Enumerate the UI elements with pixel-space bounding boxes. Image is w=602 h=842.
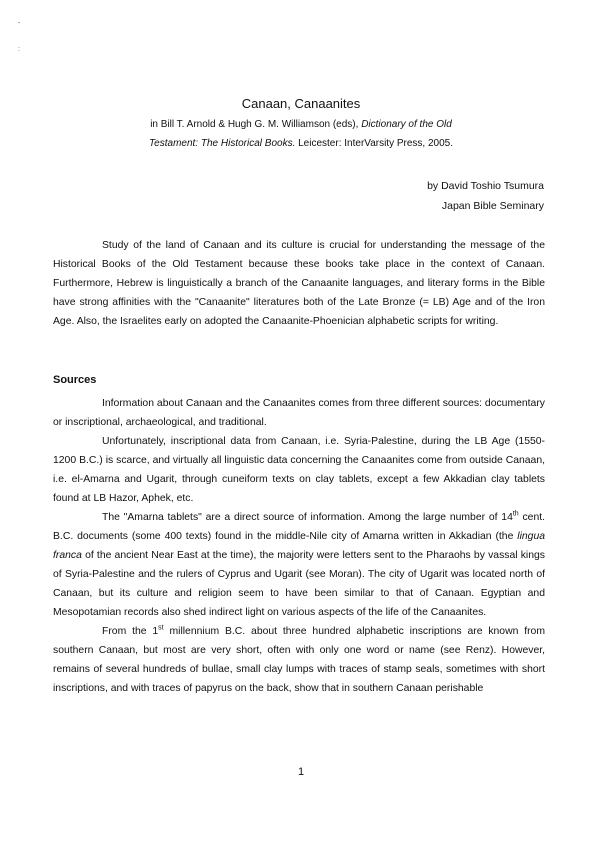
sources-heading: Sources	[53, 374, 97, 386]
p3-text-a: The "Amarna tablets" are a direct source of information. Among the large number of 14	[102, 512, 513, 523]
citation-line-2	[0, 138, 602, 149]
sources-paragraph-3	[53, 508, 545, 622]
p4-text-a: From the 1	[102, 626, 159, 637]
citation-prefix: in Bill T. Arnold & Hugh G. M. Williamson (eds),	[150, 119, 359, 130]
sources-section	[53, 394, 545, 698]
p4-superscript: st	[158, 624, 164, 632]
p3-text-b: cent. B.C. documents (some 400 texts) found in the middle-Nile city of Amarna written in Akkadian (the	[53, 512, 546, 542]
page-number: 1	[297, 766, 305, 778]
scan-mark: -	[18, 20, 21, 27]
intro-paragraph: Study of the land of Canaan and its culture is crucial for understanding the message of the Historical Books of the Old Testament because these books take place in the context of Canaan. Furthermore, Hebrew is linguistically a branch of the Canaanite languages, and literary forms in the Bible have strong affinities with the "Canaanite" literatures both of the Late Bronze (= LB) Age and of the Iron Age. Also, the Israelites early on adopted the Canaanite-Phoenician alphabetic scripts for writing.	[53, 240, 545, 327]
author-affiliation: Japan Bible Seminary	[441, 200, 544, 212]
citation-book-title-part2: Testament: The Historical Books.	[148, 138, 296, 149]
intro-section	[53, 236, 545, 331]
p4-text-b: millennium B.C. about three hundred alphabetic inscriptions are known from southern Canaan, but most are very short, often with only one word or name (see Renz). However, remains of several hundreds of bullae, small clay lumps with traces of stamp seals, sometimes with short inscriptions, and with traces of papyrus on the back, show that in southern Canaan perishable	[53, 626, 545, 694]
citation-book-title-part1: Dictionary of the Old	[361, 119, 452, 130]
citation-publisher: Leicester: InterVarsity Press, 2005.	[298, 138, 454, 149]
p3-text-c: of the ancient Near East at the time), the majority were letters sent to the Pharaohs by vassal kings of Syria-Palestine and the rulers of Cyprus and Ugarit (see Moran). The city of Ugarit was located north of Canaan, but its culture and religion seem to have been similar to that of Canaan. Egyptian and Mesopotamian records also shed indirect light on various aspects of the life of the Canaanites.	[53, 550, 545, 618]
article-title: Canaan, Canaanites	[241, 96, 361, 111]
scan-mark: :	[18, 46, 20, 53]
sources-paragraph-1: Information about Canaan and the Canaanites comes from three different sources: documentary or inscriptional, archaeological, and traditional.	[53, 398, 545, 428]
author-line: by David Toshio Tsumura	[427, 180, 544, 192]
citation-line-1	[0, 119, 602, 130]
p3-italic: lingua franca	[53, 531, 545, 561]
sources-paragraph-4	[53, 622, 545, 698]
sources-paragraph-2: Unfortunately, inscriptional data from Canaan, i.e. Syria-Palestine, during the LB Age (1550-1200 B.C.) is scarce, and virtually all linguistic data concerning the Canaanites come from outside Canaan, i.e. el-Amarna and Ugarit, through cuneiform texts on clay tablets, except a few Akkadian clay tablets found at LB Hazor, Aphek, etc.	[53, 436, 545, 504]
p3-superscript: th	[512, 510, 519, 518]
